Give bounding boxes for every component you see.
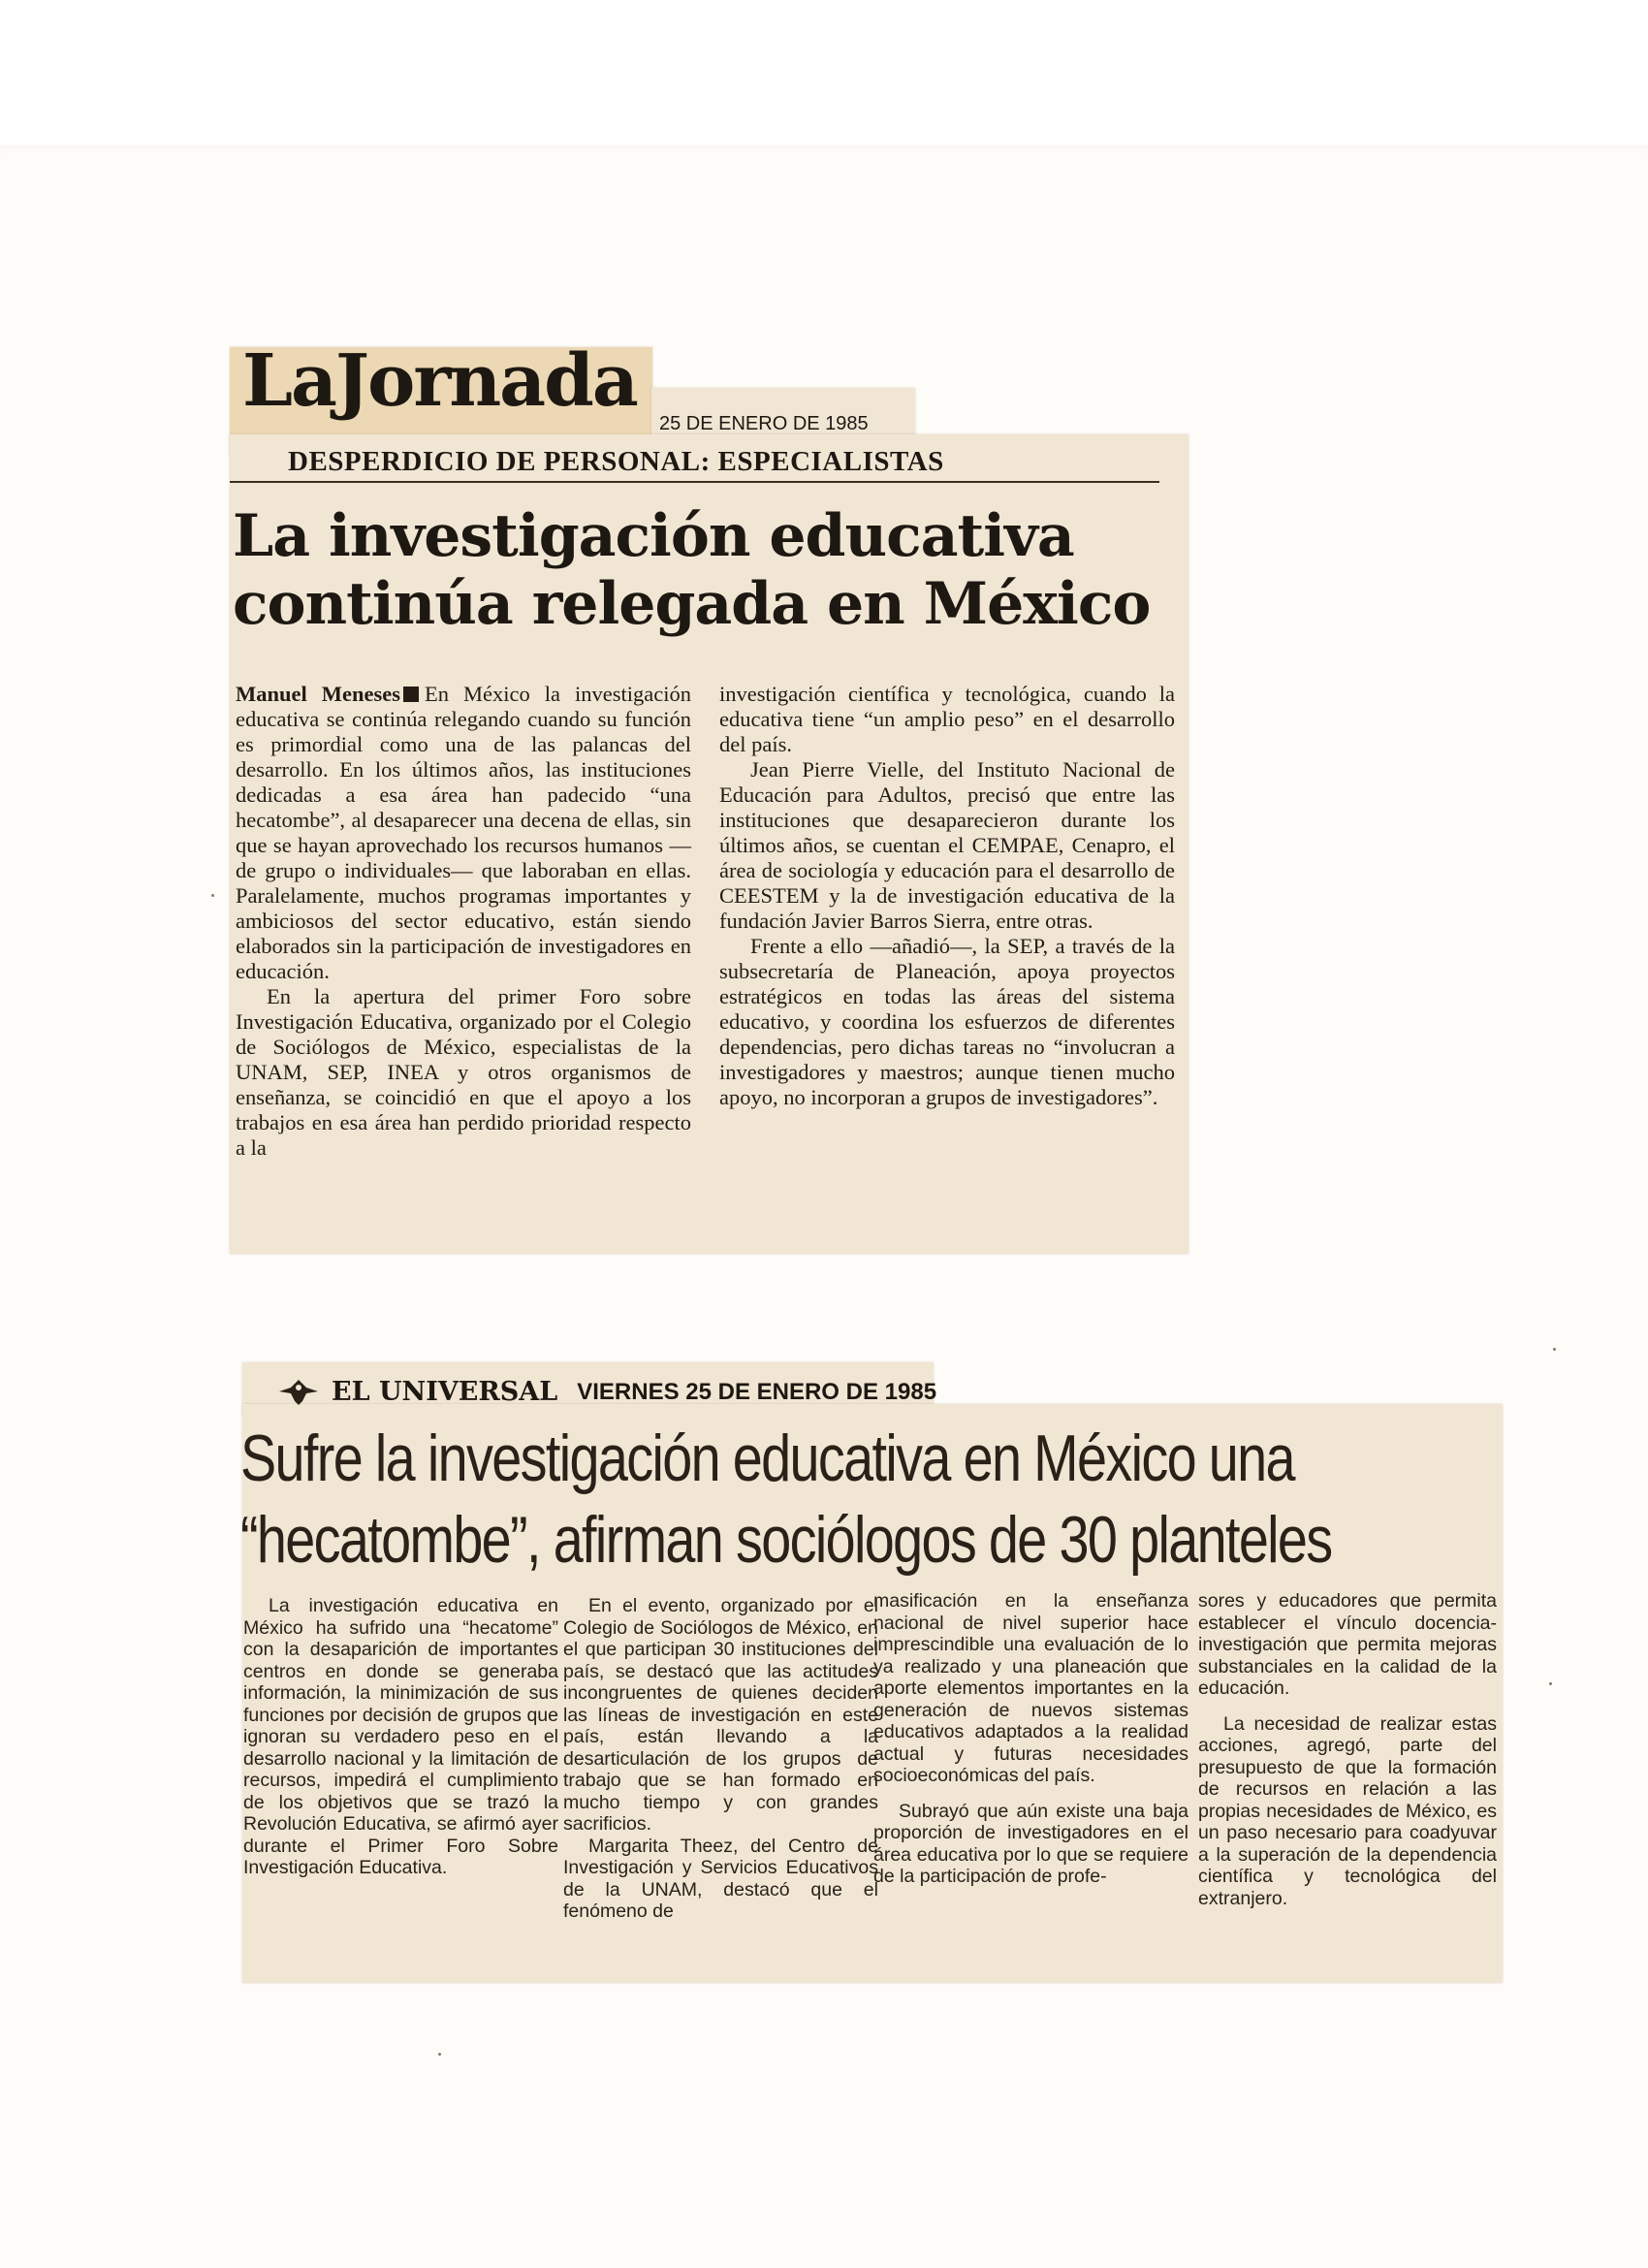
- el-universal-headline: [240, 1418, 1332, 1581]
- el-universal-date: VIERNES 25 DE ENERO DE 1985: [577, 1378, 937, 1405]
- paper-speck: [211, 894, 214, 897]
- la-jornada-date: 25 DE ENERO DE 1985: [659, 413, 869, 434]
- eagle-emblem-icon: [277, 1378, 320, 1407]
- byline: Manuel Meneses: [236, 682, 400, 706]
- paper-speck: [1549, 1682, 1552, 1685]
- el-universal-column-4: [1198, 1590, 1497, 1909]
- la-jornada-logo: LaJornada: [242, 339, 637, 423]
- el-universal-paragraph: masificación en la enseñanza nacional de nivel superior hace imprescindible una evaluación de lo ya realizado y una planeación que aporte elementos importantes en la generación de nuevos sistemas educativos adaptados a la realidad actual y futuras necesidades socioeconómicas del país.: [873, 1590, 1188, 1786]
- la-jornada-headline-line1: La investigación educativa: [233, 502, 1074, 570]
- la-jornada-paragraph: En la apertura del primer Foro sobre Investigación Educativa, organizado por el Colegio de Sociólogos de México, especialistas de la UNAM, SEP, INEA y otros organismos de enseñanza, se coincidió en que el apoyo a los trabajos en esa área han perdido prioridad respecto a la: [236, 984, 691, 1160]
- la-jornada-paragraph: Frente a ello —añadió—, la SEP, a través de la subsecretaría de Planeación, apoya proyectos estratégicos en todas las áreas del sistema educativo, y coordina los esfuerzos de diferentes dependencias, pero dichas tareas no “involucran a investigadores y maestros; aunque tienen mucho apoyo, no incorporan a grupos de investigadores”.: [719, 934, 1175, 1109]
- el-universal-paragraph: Margarita Theez, del Centro de Investigación y Servicios Educativos de la UNAM, destacó que el fenómeno de: [563, 1835, 878, 1922]
- la-jornada-paragraph: Jean Pierre Vielle, del Instituto Nacional de Educación para Adultos, precisó que entre las instituciones que desaparecieron durante los últimos años, se cuentan el CEMPAE, Cenapro, el área de sociología y educación para el desarrollo de CEESTEM y la de investigación educativa de la fundación Javier Barros Sierra, entre otras.: [719, 757, 1175, 933]
- paper-speck: [438, 2053, 441, 2056]
- la-jornada-headline-line2: continúa relegada en México: [233, 570, 1151, 638]
- el-universal-paragraph: sores y educadores que permita establecer el vínculo docencia-investigación que permita mejoras substanciales en la calidad de la educación.: [1198, 1590, 1497, 1699]
- paper-speck: [1553, 1348, 1556, 1351]
- el-universal-column-2: [563, 1595, 878, 1923]
- byline-square-icon: [403, 687, 419, 702]
- el-universal-column-3: [873, 1590, 1188, 1888]
- la-jornada-column-1: [236, 682, 691, 1161]
- el-universal-paragraph: Subrayó que aún existe una baja proporción de investigadores en el área educativa por lo que se requiere de la participación de profe-: [873, 1800, 1188, 1887]
- la-jornada-rule: [230, 481, 1159, 483]
- la-jornada-section-heading: DESPERDICIO DE PERSONAL: ESPECIALISTAS: [288, 446, 944, 477]
- scan-top-margin: [0, 0, 1648, 145]
- el-universal-headline-line1: Sufre la investigación educativa en México una: [240, 1421, 1294, 1495]
- el-universal-masthead: [277, 1377, 936, 1407]
- el-universal-column-1: [243, 1595, 558, 1879]
- la-jornada-paragraph: investigación científica y tecnológica, cuando la educativa tiene “un amplio peso” en el desarrollo del país.: [719, 682, 1175, 756]
- el-universal-name: EL UNIVERSAL: [332, 1377, 558, 1407]
- el-universal-headline-line2: “hecatombe”, afirman sociólogos de 30 planteles: [240, 1503, 1332, 1577]
- el-universal-paragraph: En el evento, organizado por el Colegio de Sociólogos de México, en el que participan 30 instituciones del país, se destacó que las actitudes incongruentes de quienes deciden las líneas de investigación en este país, están llevando a la desarticulación de los grupos de trabajo que se han formado en mucho tiempo y con grandes sacrificios.: [563, 1595, 878, 1835]
- la-jornada-paragraph-text: En México la investigación educativa se continúa relegando cuando su función es primordial como una de las palancas del desarrollo. En los últimos años, las instituciones dedicadas a esa área han padecido “una hecatombe”, al desaparecer una decena de ellas, sin que se hayan aprovechado los recursos humanos —de grupo o individuales— que laboraban en ellas. Paralelamente, muchos programas importantes y ambiciosos del sector educativo, están siendo elaborados sin la participación de investigadores en educación.: [236, 682, 691, 983]
- la-jornada-column-2: [719, 682, 1175, 1110]
- el-universal-paragraph: La investigación educativa en México ha sufrido una “hecatome” con la desaparición de importantes centros en donde se generaba información, la minimización de sus funciones por decisión de grupos que ignoran su verdadero peso en el desarrollo nacional y la limitación de recursos, impedirá el cumplimiento de los objetivos que se trazó la Revolución Educativa, se afirmó ayer durante el Primer Foro Sobre Investigación Educativa.: [243, 1595, 558, 1878]
- la-jornada-headline: [233, 502, 1183, 638]
- la-jornada-paragraph: [236, 682, 691, 984]
- el-universal-paragraph: La necesidad de realizar estas acciones, agregó, parte del presupuesto de que la formación de recursos en relación a las propias necesidades de México, es un paso necesario para coadyuvar a la superación de la dependencia científica y tecnológica del extranjero.: [1198, 1712, 1497, 1909]
